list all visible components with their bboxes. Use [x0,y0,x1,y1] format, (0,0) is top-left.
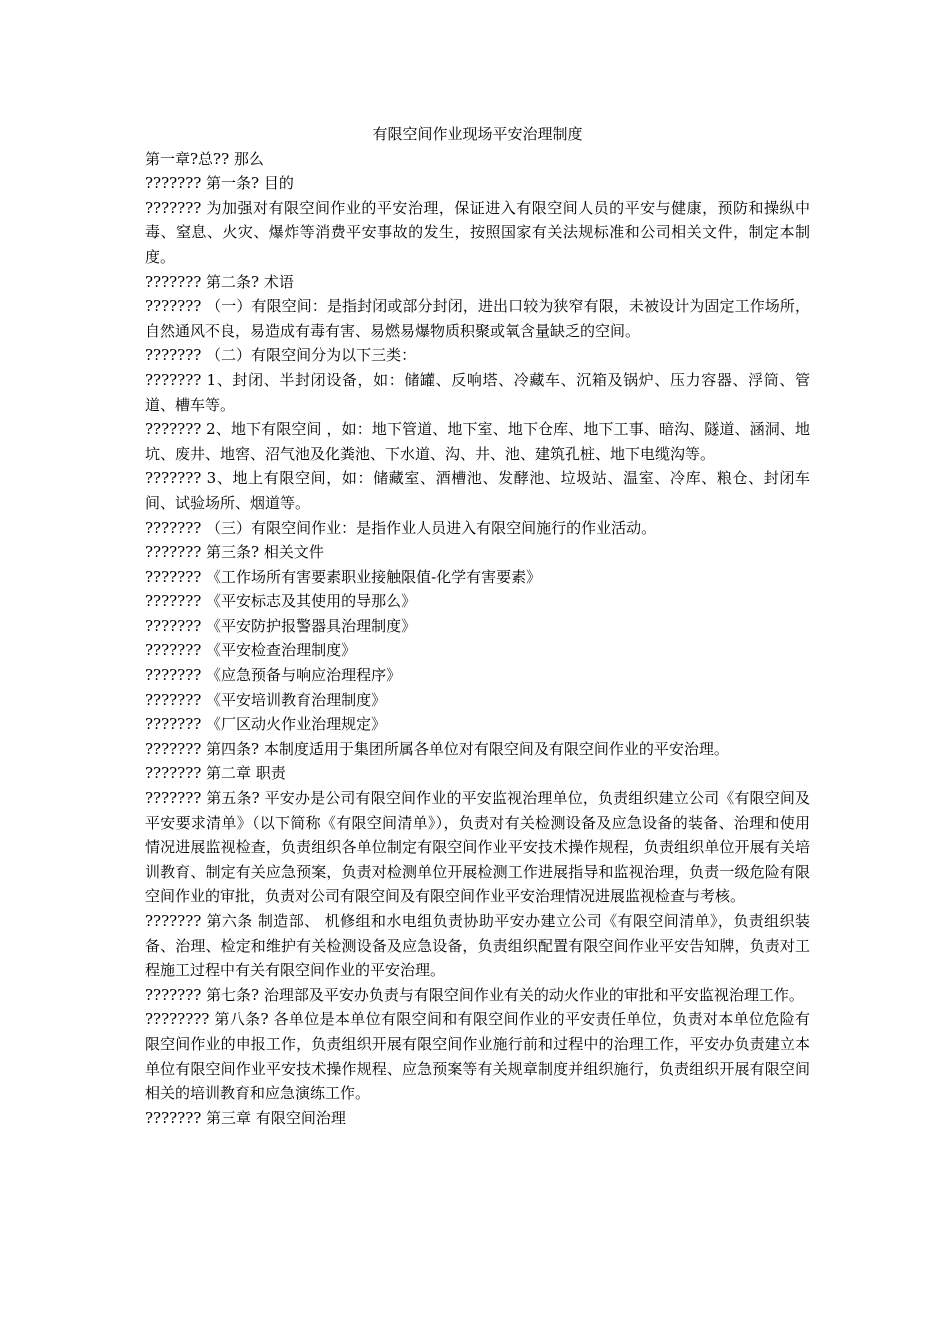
paragraph: ??????? 3、地上有限空间，如：储藏室、酒槽池、发酵池、垃圾站、温室、冷库、粮仓、封闭车间、试验场所、烟道等。 [145,469,810,512]
paragraph: ??????? 1、封闭、半封闭设备，如：储罐、反响塔、冷藏车、沉箱及锅炉、压力容器、浮筒、管道、槽车等。 [145,370,810,414]
paragraph: ??????? 第三条? 相关文件 [145,543,324,562]
paragraph: ??????? 第四条? 本制度适用于集团所属各单位对有限空间及有限空间作业的平安治理。 [145,739,729,758]
paragraph: ??????? 《平安防护报警器具治理制度》 [145,616,417,635]
paragraph: ??????? （三）有限空间作业：是指作业人员进入有限空间施行的作业活动。 [145,518,657,537]
paragraph: ??????? 第五条? 平安办是公司有限空间作业的平安监视治理单位，负责组织建立公司《有限空间及平安要求清单》（以下简称《有限空间清单》），负责对有关检测设备及应急设备的装备、治理和使用情况进展监视检查，负责组织各单位制定有限空间作业平安技术操作规程，负责组织单位开展有关培训教育、制定有关应急预案，负责对检测单位开展检测工作进展指导和监视治理，负责一级危险有限空间作业的审批，负责对公司有限空间及有限空间作业平安治理情况进展监视检查与考核。 [145,789,810,906]
document-title: 有限空间作业现场平安治理制度 [372,125,583,143]
paragraph: ??????? 《平安培训教育治理制度》 [145,690,387,709]
paragraph: ??????? 第六条 制造部、 机修组和水电组负责协助平安办建立公司《有限空间清单》，负责组织装备、治理、检定和维护有关检测设备及应急设备，负责组织配置有限空间作业平安告知牌，负责对工程施工过程中有关有限空间作业的平安治理。 [145,912,810,980]
paragraph: ??????? 第二条? 术语 [145,272,294,291]
paragraph: ??????? 《厂区动火作业治理规定》 [145,715,387,734]
paragraph: ??????? （一）有限空间：是指封闭或部分封闭，进出口较为狭窄有限，未被设计为固定工作场所，自然通风不良，易造成有毒有害、易燃易爆物质积聚或氧含量缺乏的空间。 [145,297,810,340]
paragraph: ??????? （二）有限空间分为以下三类： [145,346,417,365]
paragraph: ??????? 第七条? 治理部及平安办负责与有限空间作业有关的动火作业的审批和平安监视治理工作。 [145,985,804,1004]
paragraph: ??????? 第一条? 目的 [145,174,294,193]
document-page [145,122,810,1130]
paragraph: ???????? 第八条? 各单位是本单位有限空间和有限空间作业的平安责任单位，负责对本单位危险有限空间作业的申报工作，负责组织开展有限空间作业施行前和过程中的治理工作，平安办负责建立本单位有限空间作业平安技术操作规程、应急预案等有关规章制度并组织施行，负责组织开展有限空间相关的培训教育和应急演练工作。 [145,1010,810,1103]
paragraph: 第一章?总?? 那么 [145,149,264,168]
document-body [145,147,810,1131]
paragraph: ??????? 《应急预备与响应治理程序》 [145,666,402,685]
paragraph: ??????? 《平安标志及其使用的导那么》 [145,592,417,611]
paragraph: ??????? 为加强对有限空间作业的平安治理，保证进入有限空间人员的平安与健康，预防和操纵中毒、窒息、火灾、爆炸等消费平安事故的发生，按照国家有关法规标准和公司相关文件，制定本制度。 [145,198,810,266]
paragraph: ??????? 第二章 职责 [145,764,286,783]
paragraph: ??????? 第三章 有限空间治理 [145,1108,346,1127]
paragraph: ??????? 《工作场所有害要素职业接触限值-化学有害要素》 [145,567,542,586]
paragraph: ??????? 2、地下有限空间 ，如：地下管道、地下室、地下仓库、地下工事、暗沟、隧道、涵洞、地坑、废井、地窖、沼气池及化粪池、下水道、沟、井、池、建筑孔桩、地下电缆沟等。 [145,420,810,463]
paragraph: ??????? 《平安检查治理制度》 [145,641,357,660]
